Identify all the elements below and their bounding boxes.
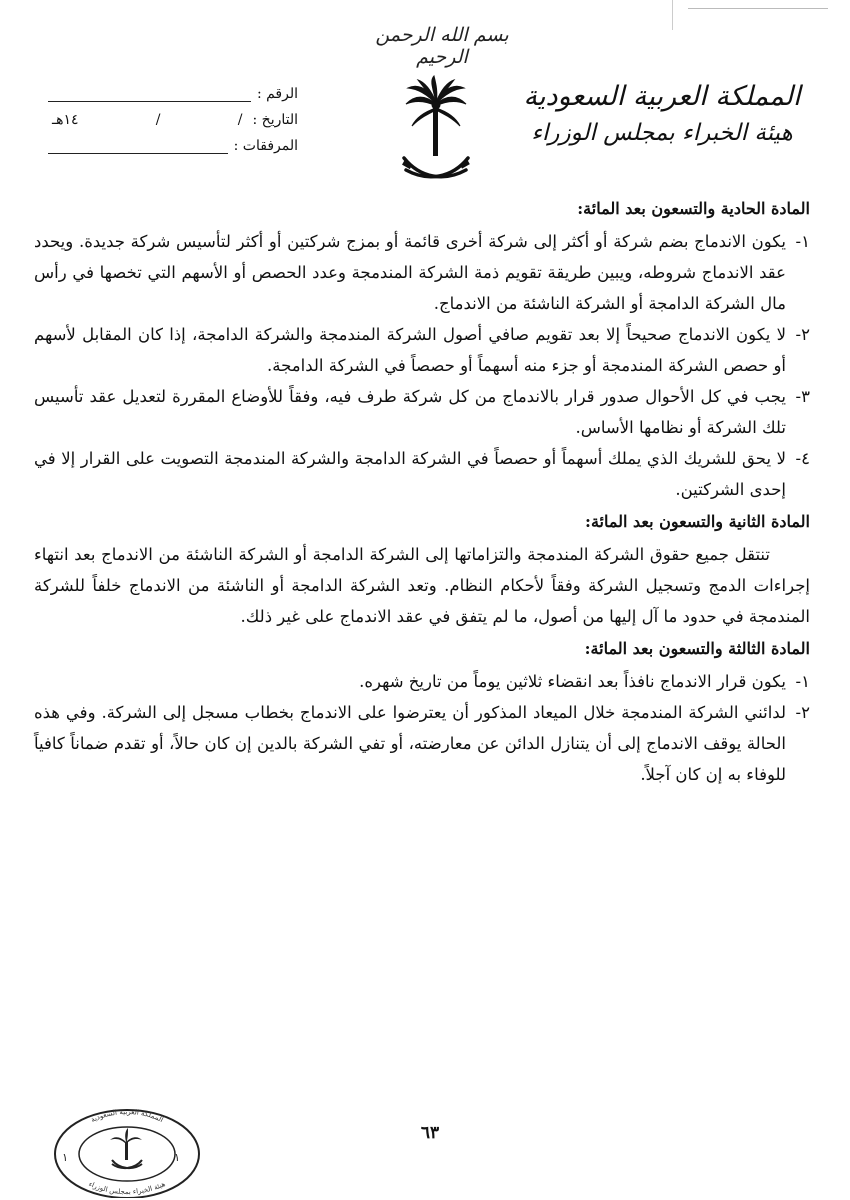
reference-block [48, 80, 298, 158]
date-row [48, 106, 298, 128]
number-label: الرقم : [256, 86, 298, 102]
official-seal-icon [48, 1098, 206, 1198]
item-number: ٢- [795, 325, 810, 344]
basmala: بسم الله الرحمن الرحيم [375, 24, 509, 68]
article-192-paragraph: تنتقل جميع حقوق الشركة المندمجة والتزاماتها إلى الشركة الدامجة أو الشركة الناشئة من الاندماج بعد انتهاء إجراءات الدمج وتسجيل الشركة وفقاً لأحكام النظام. وتعد الشركة الدامجة أو الناشئة من الاندماج خلفاً للشركة المندمجة في حدود ما آل إليها من أصول، ما لم يتفق في عقد الاندماج على غير ذلك. [34, 545, 810, 626]
seal-top-text: المملكة العربية السعودية [89, 1107, 165, 1125]
kingdom-name: المملكة العربية السعودية [523, 81, 801, 112]
item-number: ١- [795, 232, 810, 251]
palm-swords-emblem-icon [400, 74, 472, 192]
document-body [34, 192, 810, 790]
item-number: ٢- [795, 703, 810, 722]
letterhead-title [512, 78, 812, 150]
item-text: يجب في كل الأحوال صدور قرار بالاندماج من كل شركة طرف فيه، وفقاً للأوضاع المقررة لتعديل عقد تأسيس تلك الشركة أو نظامها الأساس. [34, 387, 786, 437]
article-191-title: المادة الحادية والتسعون بعد المائة: [577, 199, 810, 218]
item-text: لا يحق للشريك الذي يملك أسهماً أو حصصاً في الشركة الدامجة والشركة المندمجة التصويت على القرار إلا في إحدى الشركتين. [34, 449, 786, 499]
seal-bottom-text: هيئة الخبراء بمجلس الوزراء [87, 1179, 167, 1196]
item-number: ٣- [795, 387, 810, 406]
list-item [34, 381, 810, 443]
item-text: يكون الاندماج بضم شركة أو أكثر إلى شركة أخرى قائمة أو بمزج شركتين أو أكثر لتأسيس شركة جديدة. ويحدد عقد الاندماج شروطه، ويبين طريقة تقويم ذمة الشركة المندمجة وعدد الحصص أو الأسهم التي تخصها في رأس مال الشركة الدامجة أو الشركة الناشئة من الاندماج. [34, 232, 786, 313]
seal-right-number: ١ [174, 1151, 180, 1164]
number-line [48, 89, 251, 102]
top-rule [688, 8, 828, 9]
item-text: لدائني الشركة المندمجة خلال الميعاد المذكور أن يعترضوا على الاندماج بخطاب مسجل إلى الشركة. وفي هذه الحالة يوقف الاندماج إلى أن يتنازل الدائن عن معارضته، أو تفي الشركة بالدين إن كان حالاً، أو تقدم ضماناً كافياً للوفاء به إن كان آجلاً. [34, 703, 786, 784]
seal-left-number: ١ [62, 1151, 68, 1164]
date-slash: / [155, 112, 161, 128]
item-text: يكون قرار الاندماج نافذاً بعد انقضاء ثلاثين يوماً من تاريخ شهره. [359, 672, 786, 691]
authority-name: هيئة الخبراء بمجلس الوزراء [531, 120, 793, 146]
seal-emblem-icon [110, 1128, 142, 1168]
item-text: لا يكون الاندماج صحيحاً إلا بعد تقويم صافي أصول الشركة المندمجة والشركة الدامجة، إذا كان المقابل لأسهم أو حصص الشركة المندمجة أو جزء منه أسهماً أو حصصاً في الشركة الدامجة. [34, 325, 786, 375]
list-item [34, 226, 810, 319]
item-number: ١- [795, 672, 810, 691]
margin-mark [672, 0, 673, 30]
date-slash: / [237, 112, 243, 128]
attachments-line [48, 141, 228, 154]
list-item [34, 666, 810, 697]
list-item [34, 697, 810, 790]
attachments-row [48, 132, 298, 154]
date-year: ١٤هـ [52, 112, 79, 128]
date-value [48, 112, 246, 128]
page-number: ٦٣ [420, 1123, 440, 1143]
article-193-title: المادة الثالثة والتسعون بعد المائة: [584, 639, 810, 658]
reference-number-row [48, 80, 298, 102]
list-item [34, 319, 810, 381]
date-label: التاريخ : [252, 112, 298, 128]
attachments-label: المرفقات : [233, 138, 298, 154]
article-192-title: المادة الثانية والتسعون بعد المائة: [585, 512, 810, 531]
item-number: ٤- [795, 449, 810, 468]
list-item [34, 443, 810, 505]
